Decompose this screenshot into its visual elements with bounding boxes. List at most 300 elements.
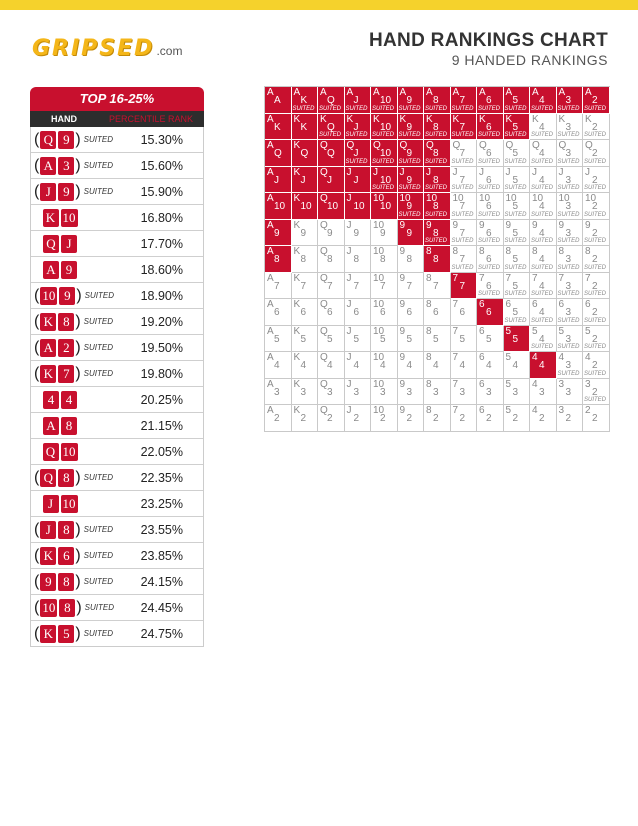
grid-cell[interactable] bbox=[265, 352, 292, 379]
grid-cell[interactable] bbox=[451, 379, 478, 406]
cell-rank-high: 8 bbox=[426, 246, 432, 257]
grid-cell[interactable] bbox=[398, 193, 425, 220]
grid-cell[interactable] bbox=[451, 273, 478, 300]
grid-cell[interactable] bbox=[583, 379, 610, 406]
grid-cell[interactable] bbox=[424, 299, 451, 326]
cell-rank-high: K bbox=[426, 113, 433, 125]
suited-label: SUITED bbox=[531, 158, 554, 165]
grid-cell[interactable] bbox=[504, 352, 531, 379]
suited-label: SUITED bbox=[451, 185, 474, 191]
grid-cell[interactable] bbox=[265, 246, 292, 273]
grid-cell[interactable] bbox=[345, 299, 372, 326]
cell-rank-high: A bbox=[267, 219, 274, 231]
grid-cell[interactable] bbox=[477, 405, 504, 432]
grid-cell[interactable] bbox=[318, 273, 345, 300]
percentile-value: 15.30% bbox=[140, 132, 183, 147]
percentile-value: 15.60% bbox=[140, 158, 183, 173]
grid-cell[interactable] bbox=[451, 140, 478, 167]
close-paren: ) bbox=[75, 364, 81, 382]
grid-cell[interactable] bbox=[530, 326, 557, 353]
table-row bbox=[31, 230, 203, 256]
grid-cell[interactable] bbox=[504, 167, 531, 194]
grid-cell[interactable] bbox=[398, 299, 425, 326]
suited-label: SUITED bbox=[319, 105, 342, 112]
cell-rank-high: 5 bbox=[505, 325, 512, 337]
grid-cell[interactable] bbox=[345, 114, 372, 141]
grid-cell[interactable] bbox=[265, 379, 292, 406]
card-rank-2: 4 bbox=[61, 391, 77, 409]
cell-rank-high: Q bbox=[532, 140, 540, 151]
grid-cell[interactable] bbox=[451, 167, 478, 194]
cell-rank-low: 2 bbox=[565, 413, 572, 424]
grid-cell[interactable] bbox=[371, 87, 398, 114]
card-rank-1: J bbox=[40, 183, 56, 201]
table-row bbox=[31, 412, 203, 438]
grid-cell[interactable] bbox=[345, 140, 372, 167]
cell-rank-low: 9 bbox=[327, 227, 333, 239]
grid-cell[interactable] bbox=[292, 273, 319, 300]
grid-cell[interactable] bbox=[557, 167, 584, 194]
grid-cell[interactable] bbox=[477, 379, 504, 406]
cell-rank-low: 6 bbox=[406, 307, 413, 318]
grid-cell[interactable] bbox=[557, 379, 584, 406]
suited-label: SUITED bbox=[557, 185, 580, 191]
cell-rank-high: K bbox=[293, 378, 301, 390]
suited-label: SUITED bbox=[531, 317, 554, 324]
open-paren: ( bbox=[34, 546, 40, 564]
grid-cell[interactable] bbox=[530, 220, 557, 247]
grid-cell[interactable] bbox=[557, 246, 584, 273]
grid-cell[interactable] bbox=[265, 114, 292, 141]
cell-rank-high: 4 bbox=[558, 352, 565, 363]
grid-cell[interactable] bbox=[530, 299, 557, 326]
grid-cell[interactable] bbox=[583, 405, 610, 432]
suited-label: SUITED bbox=[584, 238, 607, 244]
suited-label: SUITED bbox=[398, 132, 421, 138]
cell-rank-low: 3 bbox=[565, 280, 572, 292]
grid-cell[interactable] bbox=[424, 167, 451, 194]
cell-rank-high: Q bbox=[452, 140, 461, 151]
grid-cell[interactable] bbox=[557, 220, 584, 247]
cell-rank-high: 9 bbox=[558, 219, 565, 231]
grid-cell[interactable] bbox=[398, 379, 425, 406]
card-rank-1: Q bbox=[40, 131, 56, 149]
grid-cell[interactable] bbox=[477, 352, 504, 379]
cell-rank-high: 7 bbox=[452, 405, 459, 416]
grid-cell[interactable] bbox=[292, 379, 319, 406]
suited-label: SUITED bbox=[478, 264, 501, 271]
grid-cell[interactable] bbox=[371, 193, 398, 220]
grid-cell[interactable] bbox=[371, 299, 398, 326]
cell-rank-high: 4 bbox=[585, 352, 591, 363]
cell-rank-high: K bbox=[293, 325, 301, 337]
grid-cell[interactable] bbox=[451, 87, 478, 114]
cell-rank-high: 8 bbox=[426, 299, 432, 310]
suited-label: SUITED bbox=[557, 370, 580, 377]
cell-rank-high: 6 bbox=[505, 299, 512, 310]
grid-cell[interactable] bbox=[504, 299, 531, 326]
cell-rank-low: 10 bbox=[380, 95, 392, 106]
grid-cell[interactable] bbox=[504, 114, 531, 141]
grid-cell[interactable] bbox=[451, 352, 478, 379]
grid-cell[interactable] bbox=[318, 140, 345, 167]
cell-rank-low: 8 bbox=[274, 254, 280, 265]
cell-rank-high: A bbox=[267, 246, 274, 257]
close-paren: ) bbox=[75, 156, 81, 174]
cell-rank-high: Q bbox=[320, 325, 328, 337]
grid-cell[interactable] bbox=[424, 193, 451, 220]
grid-cell[interactable] bbox=[557, 405, 584, 432]
grid-cell[interactable] bbox=[371, 140, 398, 167]
grid-cell[interactable] bbox=[265, 220, 292, 247]
grid-cell[interactable] bbox=[424, 220, 451, 247]
grid-cell[interactable] bbox=[318, 405, 345, 432]
cell-rank-high: 10 bbox=[373, 246, 385, 257]
cell-rank-low: 4 bbox=[459, 360, 466, 371]
grid-cell[interactable] bbox=[371, 379, 398, 406]
cell-rank-low: 3 bbox=[565, 333, 572, 345]
grid-cell[interactable] bbox=[292, 326, 319, 353]
suited-label: SUITED bbox=[504, 158, 527, 165]
card-rank-1: K bbox=[40, 547, 56, 565]
grid-cell[interactable] bbox=[530, 273, 557, 300]
grid-cell[interactable] bbox=[424, 352, 451, 379]
suited-label: SUITED bbox=[398, 158, 421, 165]
grid-cell[interactable] bbox=[345, 326, 372, 353]
grid-cell[interactable] bbox=[345, 193, 372, 220]
grid-cell[interactable] bbox=[583, 167, 610, 194]
grid-cell[interactable] bbox=[557, 273, 584, 300]
grid-cell[interactable] bbox=[530, 379, 557, 406]
grid-cell[interactable] bbox=[292, 405, 319, 432]
grid-cell[interactable] bbox=[530, 87, 557, 114]
grid-cell[interactable] bbox=[265, 167, 292, 194]
grid-cell[interactable] bbox=[398, 114, 425, 141]
cell-rank-low: 3 bbox=[565, 95, 572, 106]
grid-cell[interactable] bbox=[530, 140, 557, 167]
cell-rank-low: 3 bbox=[565, 174, 572, 186]
grid-cell[interactable] bbox=[424, 326, 451, 353]
cell-rank-low: 9 bbox=[300, 227, 307, 239]
suited-label: SUITED bbox=[425, 158, 448, 165]
grid-cell[interactable] bbox=[504, 193, 531, 220]
grid-cell[interactable] bbox=[477, 220, 504, 247]
grid-cell[interactable] bbox=[292, 246, 319, 273]
cell-rank-low: 4 bbox=[539, 174, 545, 186]
grid-cell[interactable] bbox=[451, 193, 478, 220]
grid-cell[interactable] bbox=[477, 167, 504, 194]
grid-cell[interactable] bbox=[504, 87, 531, 114]
range-table-header bbox=[30, 111, 204, 127]
open-paren: ( bbox=[34, 338, 40, 356]
grid-cell[interactable] bbox=[504, 220, 531, 247]
cell-rank-low: J bbox=[300, 174, 306, 186]
cell-rank-low: K bbox=[300, 121, 308, 133]
percentile-value: 18.60% bbox=[140, 262, 183, 277]
grid-cell[interactable] bbox=[504, 246, 531, 273]
grid-cell[interactable] bbox=[557, 352, 584, 379]
grid-cell[interactable] bbox=[345, 352, 372, 379]
cell-rank-high: J bbox=[399, 166, 405, 178]
cell-rank-low: 7 bbox=[459, 280, 466, 292]
grid-cell[interactable] bbox=[371, 326, 398, 353]
grid-cell[interactable] bbox=[477, 87, 504, 114]
suited-label: SUITED bbox=[557, 158, 580, 165]
grid-cell[interactable] bbox=[504, 140, 531, 167]
grid-cell[interactable] bbox=[530, 246, 557, 273]
cell-rank-high: 5 bbox=[558, 325, 565, 337]
grid-cell[interactable] bbox=[583, 193, 610, 220]
grid-cell[interactable] bbox=[265, 193, 292, 220]
suited-label: SUITED bbox=[557, 317, 580, 324]
grid-cell[interactable] bbox=[557, 326, 584, 353]
open-paren: ( bbox=[34, 286, 40, 304]
grid-cell[interactable] bbox=[371, 167, 398, 194]
grid-cell[interactable] bbox=[477, 299, 504, 326]
grid-cell[interactable] bbox=[451, 246, 478, 273]
grid-cell[interactable] bbox=[530, 114, 557, 141]
cell-rank-low: 8 bbox=[433, 95, 439, 106]
grid-cell[interactable] bbox=[583, 87, 610, 114]
grid-cell[interactable] bbox=[583, 246, 610, 273]
grid-cell[interactable] bbox=[398, 167, 425, 194]
grid-cell[interactable] bbox=[424, 273, 451, 300]
grid-cell[interactable] bbox=[477, 246, 504, 273]
grid-cell[interactable] bbox=[477, 273, 504, 300]
grid-cell[interactable] bbox=[530, 352, 557, 379]
grid-cell[interactable] bbox=[371, 246, 398, 273]
grid-cell[interactable] bbox=[265, 87, 292, 114]
grid-cell[interactable] bbox=[583, 326, 610, 353]
card-rank-2: J bbox=[61, 235, 77, 253]
suited-label: SUITED bbox=[425, 211, 448, 218]
cell-rank-low: 4 bbox=[512, 360, 519, 371]
open-paren: ( bbox=[34, 156, 40, 174]
cell-rank-low: 9 bbox=[274, 227, 280, 239]
suited-label: SUITED bbox=[372, 185, 395, 191]
gripsed-logo[interactable] bbox=[32, 36, 182, 61]
grid-cell[interactable] bbox=[530, 167, 557, 194]
grid-cell[interactable] bbox=[398, 220, 425, 247]
grid-cell[interactable] bbox=[557, 193, 584, 220]
grid-cell[interactable] bbox=[424, 405, 451, 432]
cell-rank-low: 2 bbox=[300, 413, 307, 424]
grid-cell[interactable] bbox=[345, 167, 372, 194]
cell-rank-high: A bbox=[346, 87, 354, 98]
suited-label: SUITED bbox=[584, 211, 607, 218]
card-rank-1: A bbox=[43, 417, 59, 435]
cell-rank-high: 6 bbox=[479, 405, 485, 416]
grid-cell[interactable] bbox=[345, 220, 372, 247]
hand-cards bbox=[31, 339, 137, 357]
cell-rank-high: K bbox=[293, 272, 301, 284]
grid-cell[interactable] bbox=[265, 140, 292, 167]
cell-rank-low: 3 bbox=[406, 386, 413, 398]
cell-rank-high: 9 bbox=[399, 352, 406, 363]
suited-label: SUITED bbox=[451, 238, 474, 244]
page-subtitle: 9 HANDED RANKINGS bbox=[451, 52, 608, 68]
grid-cell[interactable] bbox=[371, 114, 398, 141]
suited-label: SUITED bbox=[478, 238, 501, 244]
grid-cell[interactable] bbox=[265, 326, 292, 353]
grid-cell[interactable] bbox=[318, 352, 345, 379]
suited-label: SUITED bbox=[531, 344, 554, 350]
grid-cell[interactable] bbox=[345, 273, 372, 300]
grid-cell[interactable] bbox=[451, 326, 478, 353]
suited-label: SUITED bbox=[451, 264, 474, 271]
cell-rank-high: A bbox=[267, 140, 274, 151]
cell-rank-low: 10 bbox=[380, 121, 392, 133]
grid-cell[interactable] bbox=[424, 87, 451, 114]
cell-rank-low: 2 bbox=[592, 386, 598, 398]
grid-cell[interactable] bbox=[424, 379, 451, 406]
grid-cell[interactable] bbox=[424, 114, 451, 141]
grid-cell[interactable] bbox=[583, 352, 610, 379]
cell-rank-low: 3 bbox=[565, 201, 572, 212]
grid-cell[interactable] bbox=[451, 114, 478, 141]
cell-rank-high: 8 bbox=[426, 378, 432, 390]
grid-cell[interactable] bbox=[345, 87, 372, 114]
grid-cell[interactable] bbox=[398, 273, 425, 300]
grid-cell[interactable] bbox=[477, 193, 504, 220]
grid-cell[interactable] bbox=[345, 405, 372, 432]
grid-cell[interactable] bbox=[583, 299, 610, 326]
grid-cell[interactable] bbox=[557, 140, 584, 167]
grid-cell[interactable] bbox=[504, 273, 531, 300]
grid-cell[interactable] bbox=[451, 405, 478, 432]
hand-cards bbox=[34, 443, 86, 461]
grid-cell[interactable] bbox=[451, 220, 478, 247]
cell-rank-high: 9 bbox=[452, 219, 459, 231]
grid-cell[interactable] bbox=[318, 193, 345, 220]
grid-cell[interactable] bbox=[424, 246, 451, 273]
grid-cell[interactable] bbox=[292, 87, 319, 114]
cell-rank-high: A bbox=[320, 87, 327, 98]
grid-cell[interactable] bbox=[371, 352, 398, 379]
cell-rank-high: Q bbox=[320, 272, 328, 284]
hand-cards bbox=[34, 495, 86, 513]
grid-cell[interactable] bbox=[424, 140, 451, 167]
grid-cell[interactable] bbox=[398, 87, 425, 114]
grid-cell[interactable] bbox=[318, 246, 345, 273]
suited-label: SUITED bbox=[584, 344, 607, 350]
grid-cell[interactable] bbox=[583, 273, 610, 300]
percentile-value: 15.90% bbox=[140, 184, 183, 199]
suited-label: SUITED bbox=[451, 158, 474, 165]
cell-rank-low: 8 bbox=[300, 254, 307, 265]
grid-cell[interactable] bbox=[398, 405, 425, 432]
grid-cell[interactable] bbox=[583, 140, 610, 167]
grid-cell[interactable] bbox=[265, 299, 292, 326]
cell-rank-high: A bbox=[452, 87, 460, 98]
grid-cell[interactable] bbox=[345, 379, 372, 406]
cell-rank-low: 9 bbox=[406, 148, 413, 159]
grid-cell[interactable] bbox=[504, 405, 531, 432]
hand-cards bbox=[31, 547, 137, 565]
percentile-value: 22.05% bbox=[140, 444, 183, 459]
grid-cell[interactable] bbox=[318, 114, 345, 141]
grid-cell[interactable] bbox=[371, 273, 398, 300]
cell-rank-low: 7 bbox=[433, 280, 439, 292]
grid-cell[interactable] bbox=[292, 140, 319, 167]
cell-rank-low: 4 bbox=[539, 95, 545, 106]
suited-label: SUITED bbox=[83, 369, 113, 378]
grid-cell[interactable] bbox=[583, 114, 610, 141]
cell-rank-low: 2 bbox=[592, 280, 598, 292]
grid-cell[interactable] bbox=[345, 246, 372, 273]
suited-label: SUITED bbox=[478, 105, 501, 112]
cell-rank-low: 3 bbox=[565, 307, 572, 318]
grid-cell[interactable] bbox=[318, 326, 345, 353]
cell-rank-high: 8 bbox=[479, 246, 485, 257]
grid-cell[interactable] bbox=[583, 220, 610, 247]
suited-label: SUITED bbox=[504, 132, 527, 138]
grid-cell[interactable] bbox=[265, 405, 292, 432]
cell-rank-high: 10 bbox=[373, 405, 385, 416]
grid-cell[interactable] bbox=[477, 114, 504, 141]
grid-cell[interactable] bbox=[398, 246, 425, 273]
grid-cell[interactable] bbox=[504, 379, 531, 406]
grid-cell[interactable] bbox=[292, 352, 319, 379]
cell-rank-high: J bbox=[426, 166, 431, 178]
cell-rank-low: 5 bbox=[512, 254, 519, 265]
grid-cell[interactable] bbox=[371, 220, 398, 247]
cell-rank-low: 2 bbox=[459, 413, 466, 424]
suited-label: SUITED bbox=[557, 132, 580, 138]
grid-cell[interactable] bbox=[398, 326, 425, 353]
cell-rank-low: 5 bbox=[512, 307, 519, 318]
grid-cell[interactable] bbox=[292, 299, 319, 326]
grid-cell[interactable] bbox=[557, 87, 584, 114]
grid-cell[interactable] bbox=[451, 299, 478, 326]
cell-rank-low: 6 bbox=[486, 121, 492, 133]
grid-cell[interactable] bbox=[371, 405, 398, 432]
table-row bbox=[31, 360, 203, 386]
cell-rank-high: 10 bbox=[558, 193, 570, 204]
grid-cell[interactable] bbox=[557, 114, 584, 141]
grid-cell[interactable] bbox=[318, 299, 345, 326]
grid-cell[interactable] bbox=[504, 326, 531, 353]
suited-label: SUITED bbox=[584, 264, 607, 271]
grid-cell[interactable] bbox=[398, 140, 425, 167]
cell-rank-low: 8 bbox=[433, 227, 439, 239]
grid-cell[interactable] bbox=[477, 326, 504, 353]
grid-cell[interactable] bbox=[292, 220, 319, 247]
cell-rank-high: 7 bbox=[558, 272, 565, 284]
grid-cell[interactable] bbox=[530, 405, 557, 432]
grid-cell[interactable] bbox=[292, 114, 319, 141]
cell-rank-low: 7 bbox=[459, 254, 466, 265]
grid-cell[interactable] bbox=[557, 299, 584, 326]
grid-cell[interactable] bbox=[318, 220, 345, 247]
grid-cell[interactable] bbox=[292, 167, 319, 194]
cell-rank-low: J bbox=[353, 121, 359, 133]
table-row bbox=[31, 204, 203, 230]
grid-cell[interactable] bbox=[318, 87, 345, 114]
suited-label: SUITED bbox=[345, 132, 368, 138]
grid-cell[interactable] bbox=[318, 379, 345, 406]
grid-cell[interactable] bbox=[477, 140, 504, 167]
grid-cell[interactable] bbox=[265, 273, 292, 300]
grid-cell[interactable] bbox=[292, 193, 319, 220]
grid-cell[interactable] bbox=[530, 193, 557, 220]
grid-cell[interactable] bbox=[398, 352, 425, 379]
percentile-value: 24.75% bbox=[140, 626, 183, 641]
range-table-title: TOP 16-25% bbox=[30, 87, 204, 111]
grid-cell[interactable] bbox=[318, 167, 345, 194]
cell-rank-high: Q bbox=[346, 140, 355, 151]
close-paren: ) bbox=[75, 130, 81, 148]
